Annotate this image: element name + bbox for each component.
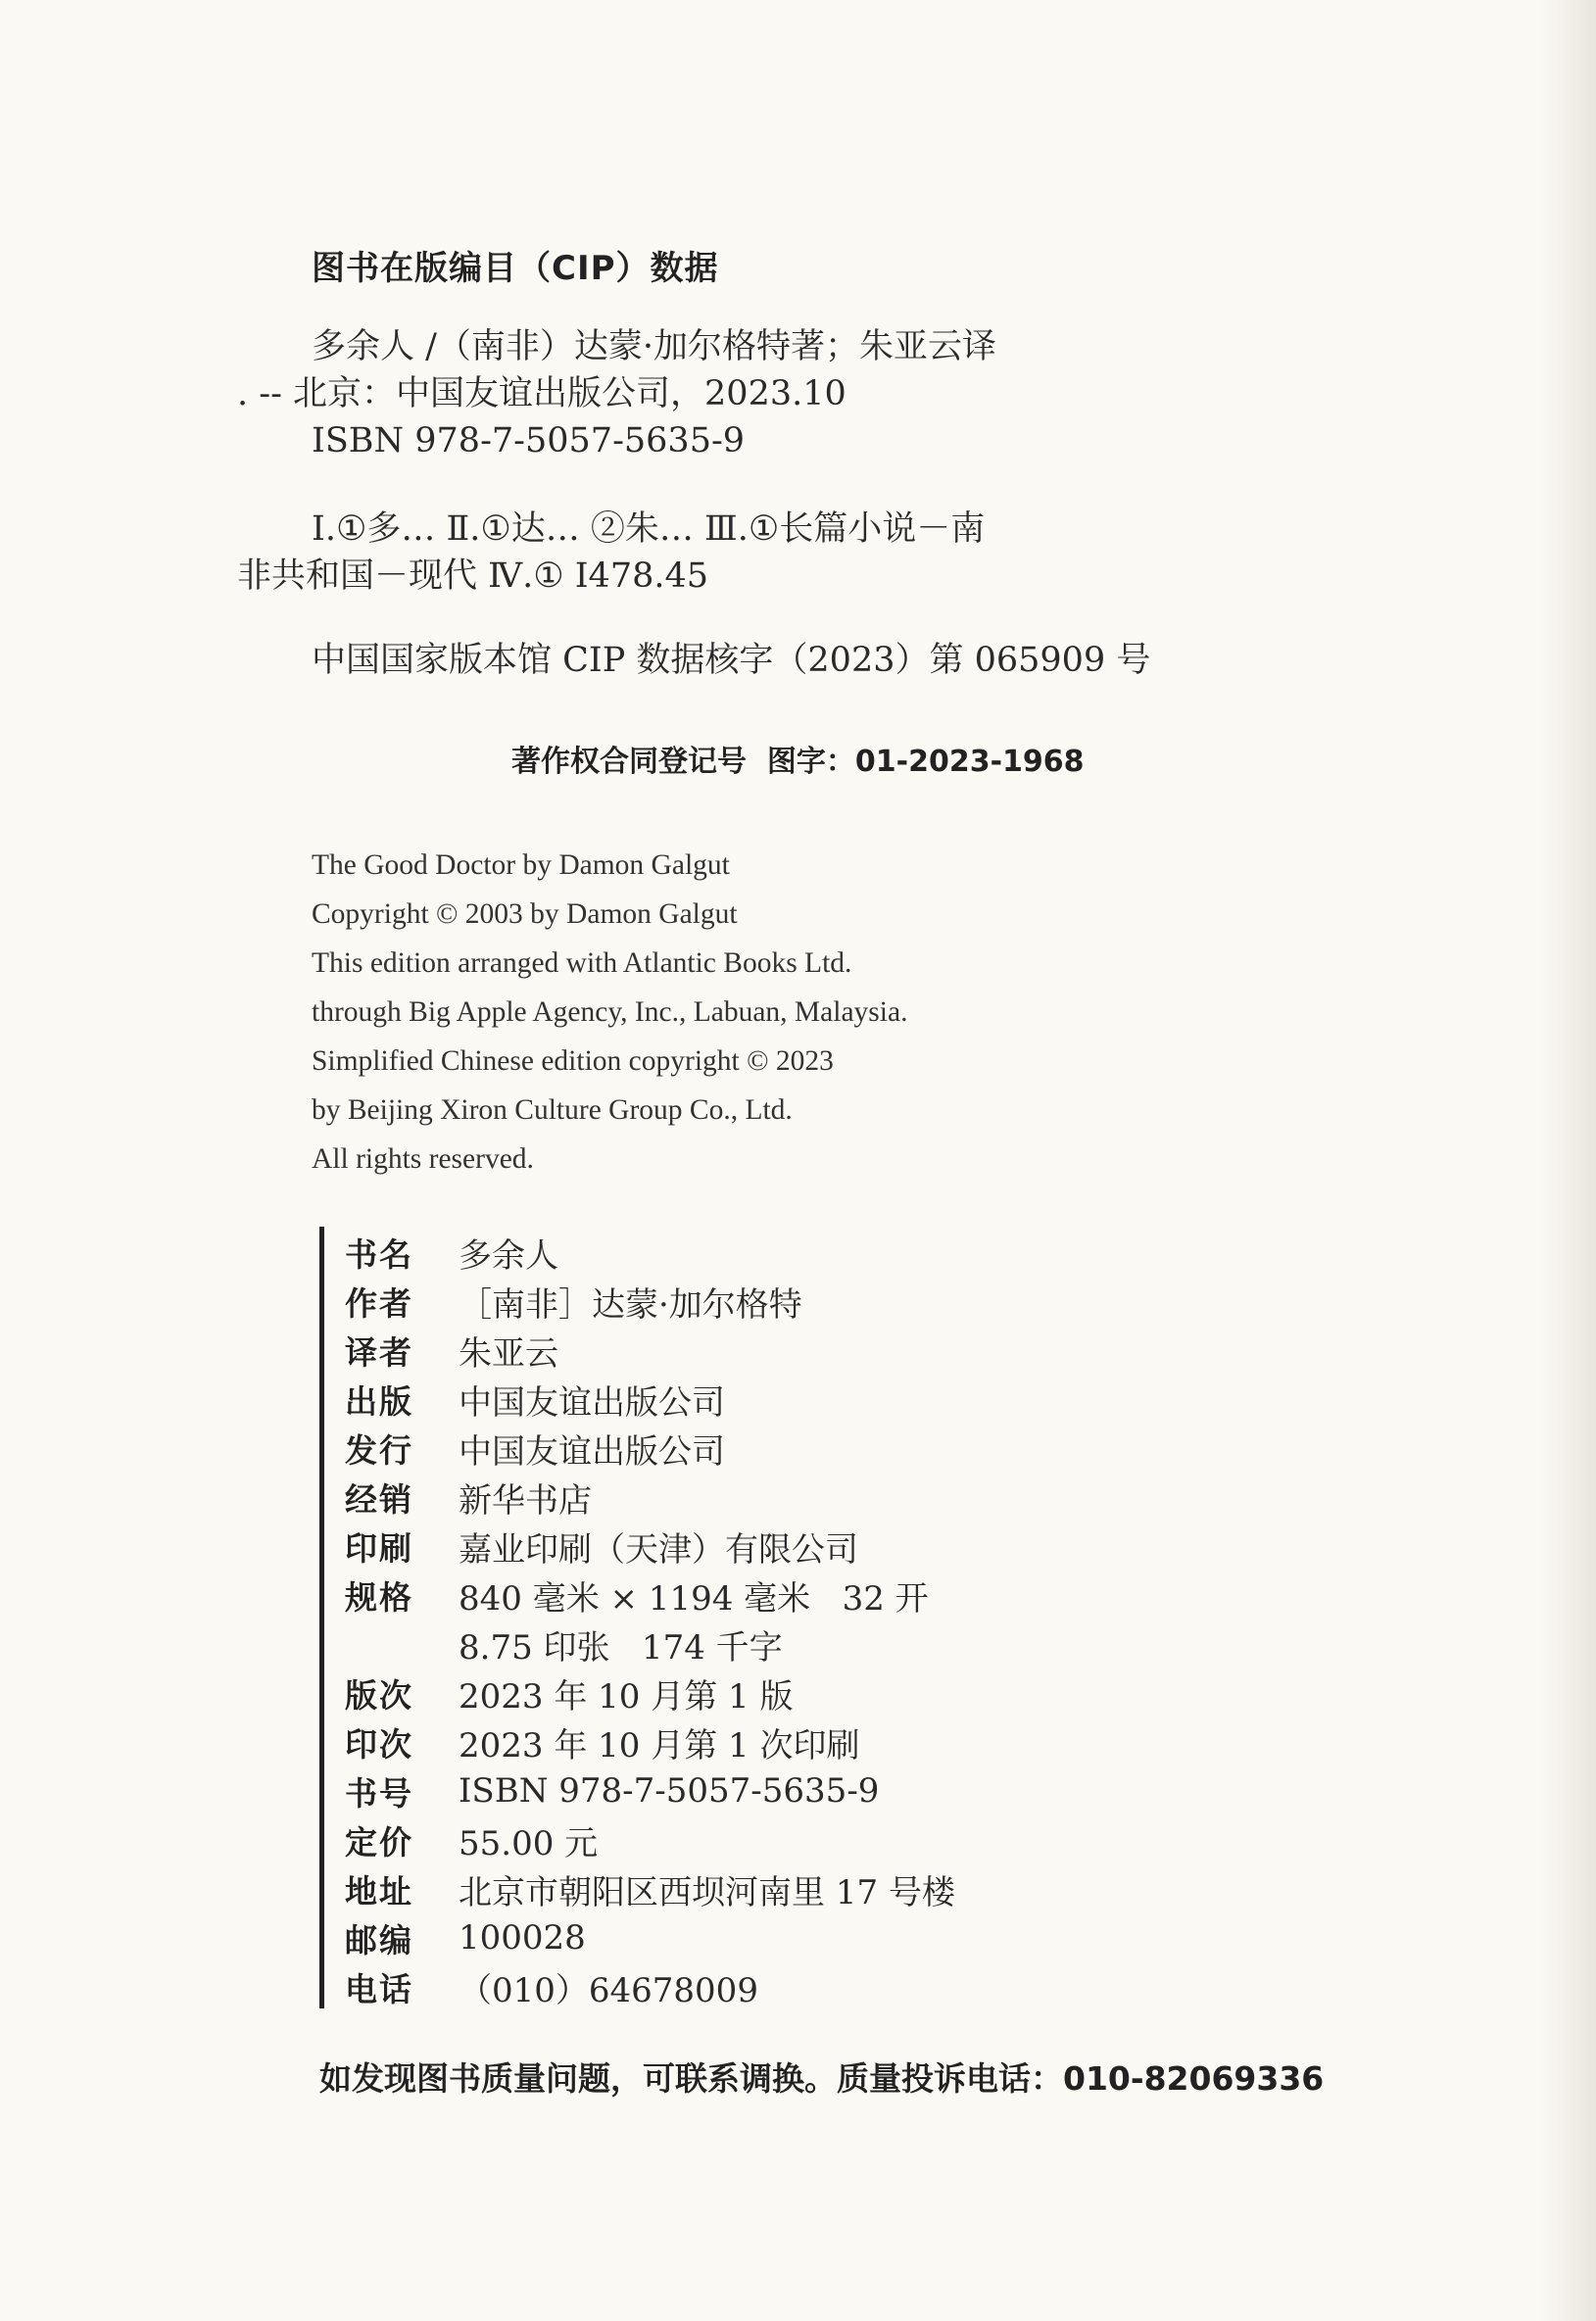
notice-line: All rights reserved. [312,1143,534,1175]
copyright-registration: 著作权合同登记号 图字：01-2023-1968 [511,745,1085,779]
info-row-distributor [345,1424,955,1473]
info-row-publisher [345,1375,955,1424]
info-value: 2023 年 10 月第 1 次印刷 [459,1725,860,1765]
page-edge-shadow [1539,0,1596,2321]
info-label: 经销 [345,1479,413,1519]
cip-subject-line: 非共和国－现代 Ⅳ.① I478.45 [237,556,709,596]
info-row-printing [345,1717,955,1766]
info-label: 印次 [345,1724,413,1764]
cip-title: 图书在版编目（CIP）数据 [312,249,719,288]
info-label: 邮编 [345,1920,413,1959]
info-row-translator [345,1326,955,1375]
info-value: ［南非］达蒙·加尔格特 [459,1284,802,1325]
info-value: 新华书店 [459,1480,592,1521]
info-value: 多余人 [459,1235,558,1276]
info-value: 中国友谊出版公司 [459,1382,725,1423]
cip-subject [237,506,985,600]
cip-entry-line: . -- 北京：中国友谊出版公司，2023.10 [237,374,846,413]
info-row-price [345,1815,955,1864]
info-row-isbn [345,1766,955,1815]
info-label: 规格 [345,1577,413,1617]
info-value: 北京市朝阳区西坝河南里 17 号楼 [459,1872,955,1912]
notice-line: by Beijing Xiron Culture Group Co., Ltd. [312,1094,793,1126]
info-value: 朱亚云 [459,1333,558,1374]
quality-complaint-notice: 如发现图书质量问题，可联系调换。质量投诉电话：010-82069336 [319,2059,1325,2098]
info-row-format [345,1571,955,1620]
cip-entry-line: 多余人 /（南非）达蒙·加尔格特著；朱亚云译 [312,327,997,366]
info-label: 出版 [345,1381,413,1421]
info-value: 2023 年 10 月第 1 版 [459,1676,794,1717]
info-value: （010）64678009 [459,1970,758,2010]
cip-entry [237,323,996,464]
info-row-title [345,1228,955,1277]
info-row-format-detail [345,1620,955,1668]
info-label: 发行 [345,1430,413,1470]
info-row-address [345,1864,955,1913]
cip-check-number: 中国国家版本馆 CIP 数据核字（2023）第 065909 号 [312,641,1151,680]
info-label: 印刷 [345,1528,413,1568]
info-value: 55.00 元 [459,1823,599,1863]
info-label: 定价 [345,1822,413,1862]
info-row-edition [345,1668,955,1717]
info-value: 100028 [459,1918,586,1958]
info-label: 书号 [345,1773,413,1813]
book-info-table [345,1228,955,2011]
info-vertical-rule [319,1227,324,2008]
notice-line: Copyright © 2003 by Damon Galgut [312,898,738,930]
info-value: 嘉业印刷（天津）有限公司 [459,1529,858,1570]
cip-isbn: ISBN 978-7-5057-5635-9 [312,421,746,460]
notice-line: Simplified Chinese edition copyright © 2023 [312,1045,834,1077]
info-value: 中国友谊出版公司 [459,1431,725,1472]
info-label: 电话 [345,1969,413,2008]
notice-line: through Big Apple Agency, Inc., Labuan, Malaysia. [312,996,908,1028]
notice-line: This edition arranged with Atlantic Books Ltd. [312,947,852,979]
notice-line: The Good Doctor by Damon Galgut [312,849,730,881]
info-row-printer [345,1522,955,1571]
cip-subject-line: Ⅰ.①多… Ⅱ.①达… ②朱… Ⅲ.①长篇小说－南 [312,509,986,549]
info-value: 8.75 印张 174 千字 [459,1627,783,1668]
info-label: 译者 [345,1332,413,1372]
info-value: 840 毫米 × 1194 毫米 32 开 [459,1578,929,1619]
english-copyright-notice [312,841,907,1184]
info-row-retailer [345,1473,955,1522]
info-row-author [345,1277,955,1326]
info-label: 作者 [345,1283,413,1323]
info-label: 书名 [345,1234,413,1274]
info-label: 地址 [345,1871,413,1910]
info-row-phone [345,1962,955,2011]
info-row-postcode [345,1913,955,1962]
info-label: 版次 [345,1675,413,1715]
info-value: ISBN 978-7-5057-5635-9 [459,1771,880,1811]
